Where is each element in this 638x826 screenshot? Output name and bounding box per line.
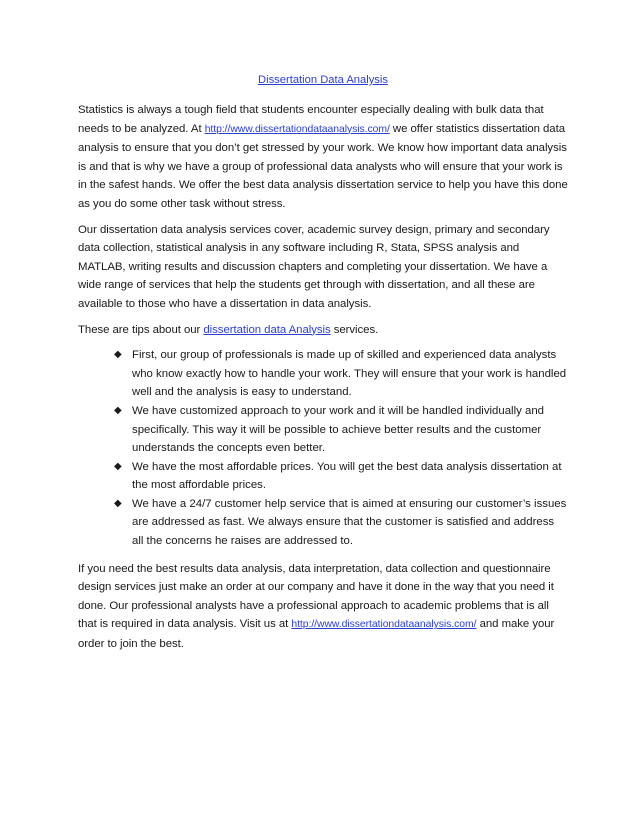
intro-text-after: we offer statistics dissertation data analysis to ensure that you don’t get stressed by your work. We know how important data analysis is and that is why we have a group of professional data analysts who will ensure that your work is in the safest hands. We offer the best data analysis dissertation service to help you have this done as you do some other task without stress. — [78, 122, 568, 210]
services-paragraph: Our dissertation data analysis services cover, academic survey design, primary and secondary data collection, statistical analysis in any software including R, Stata, SPSS analysis and MATLAB, writing results and discussion chapters and completing your dissertation. We have a wide range of services that help the students get through with dissertation, and all these are available to those who have a dissertation in data analysis. — [78, 223, 550, 310]
bullet-icon: ◆ — [114, 497, 122, 509]
list-item-text: First, our group of professionals is made up of skilled and experienced data analysts who know exactly how to handle your work. They will ensure that your work is handled well and the analysis is easy to understand. — [132, 349, 567, 399]
intro-paragraph — [78, 101, 568, 214]
dissertation-analysis-link[interactable]: dissertation data Analysis — [203, 323, 331, 336]
list-item-text: We have the most affordable prices. You will get the best data analysis dissertation at the most affordable prices. — [132, 460, 562, 492]
list-item-text: We have customized approach to your work and it will be handled individually and specifically. This way it will be possible to achieve better results and the customer understands the concepts even better. — [132, 404, 544, 455]
tips-list — [78, 346, 568, 551]
title-link[interactable]: Dissertation Data Analysis — [258, 74, 388, 86]
list-item — [114, 402, 568, 458]
list-item — [114, 495, 568, 551]
tips-text-before: These are tips about our — [78, 323, 204, 336]
tips-text-after: services. — [330, 323, 379, 336]
website-link-footer[interactable]: http://www.dissertationdataanalysis.com/ — [291, 619, 477, 631]
list-item — [114, 346, 568, 402]
intro-text-before: Statistics is always a tough field that students encounter especially dealing with bulk data that needs to be analyzed. At — [78, 104, 544, 135]
bullet-icon: ◆ — [114, 460, 122, 472]
list-item — [114, 458, 568, 495]
tips-intro-paragraph — [78, 321, 568, 340]
bullet-icon: ◆ — [114, 404, 122, 416]
closing-text-after: and make your order to join the best. — [78, 618, 555, 651]
closing-text-before: If you need the best results data analysis, data interpretation, data collection and questionnaire design services just make an order at our company and have it done in the way that you need it done. Our professional analysts have a professional approach to academic problems that is all that is required in data analysis. Visit us at — [78, 562, 554, 631]
closing-paragraph — [78, 560, 568, 654]
document-title[interactable] — [78, 72, 568, 88]
website-link[interactable]: http://www.dissertationdataanalysis.com/ — [204, 123, 390, 135]
list-item-text: We have a 24/7 customer help service that is aimed at ensuring our customer’s issues are addressed as fast. We always ensure that the customer is satisfied and address all the concerns he raises are addressed to. — [132, 497, 567, 548]
bullet-icon: ◆ — [114, 349, 122, 361]
